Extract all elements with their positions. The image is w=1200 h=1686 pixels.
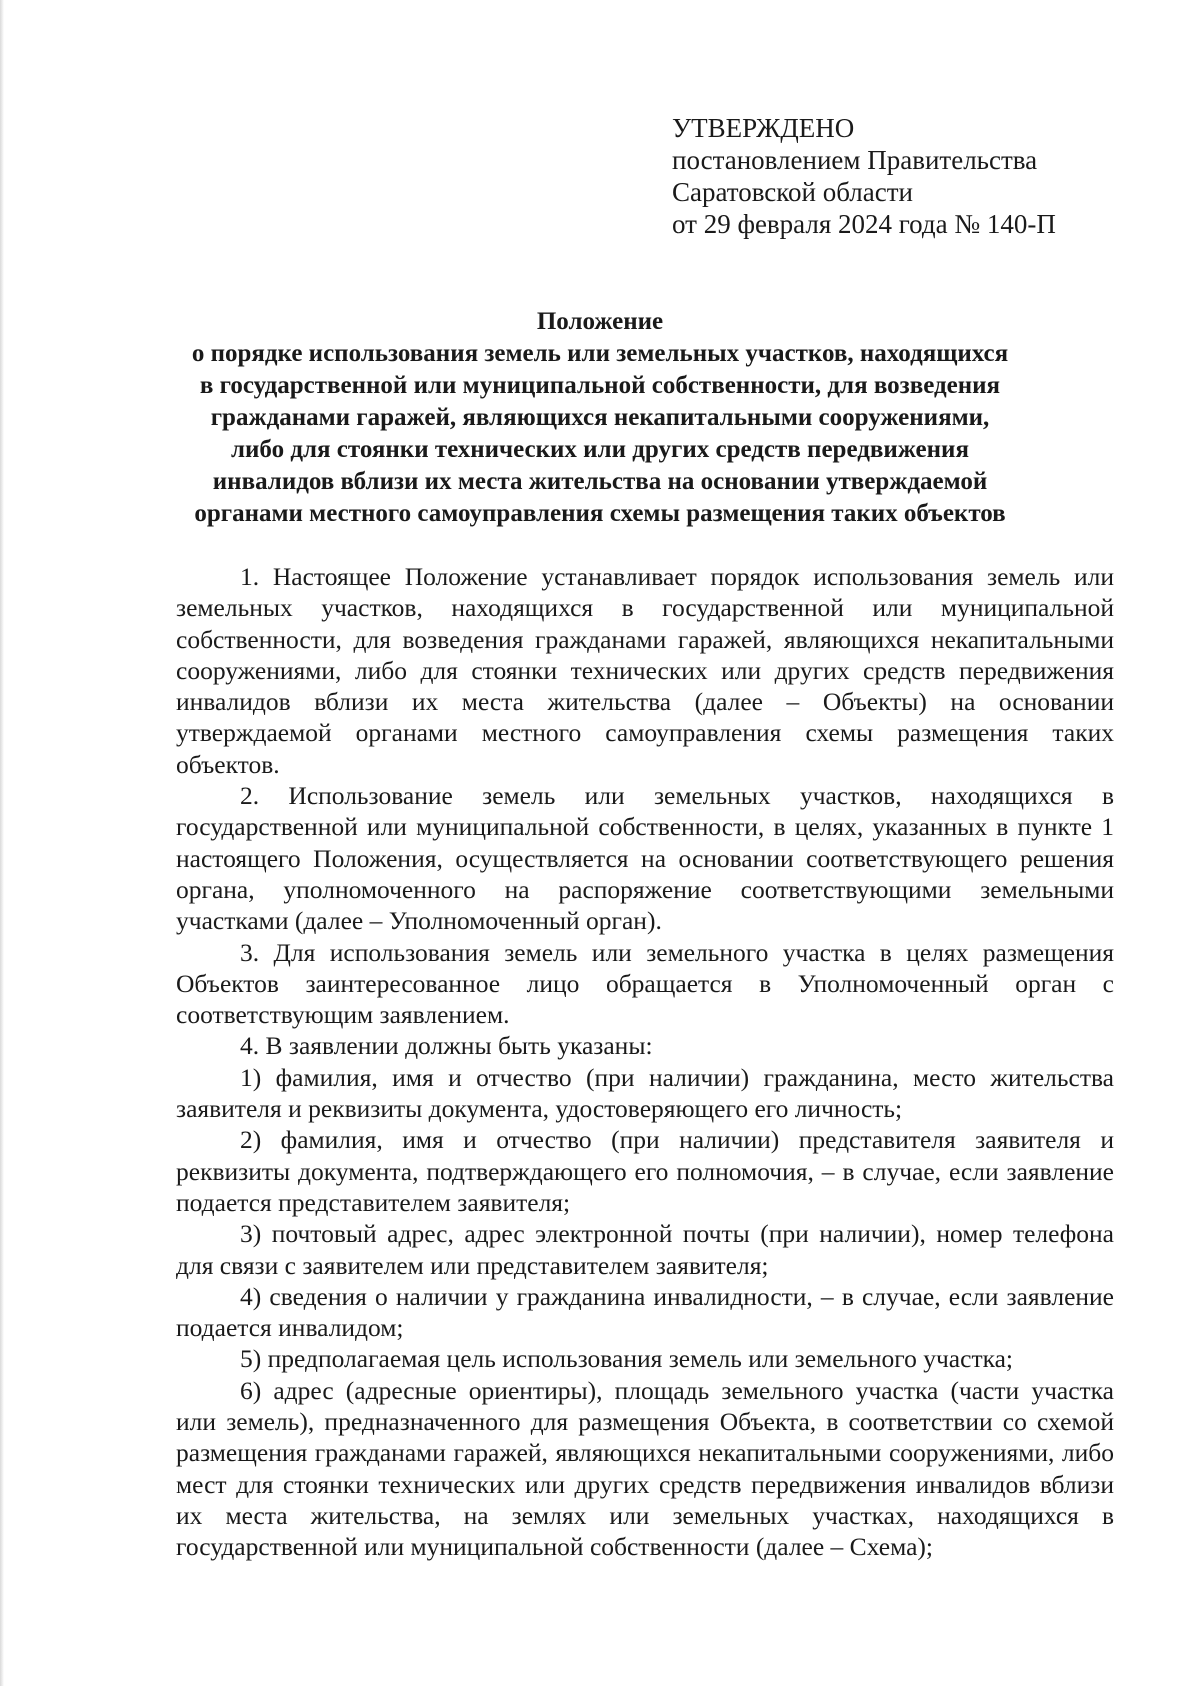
paragraph-2: 2. Использование земель или земельных участков, находящихся в государственной или муниципальной собственности, в целях, указанных в пункте 1 настоящего Положения, осуществляется на основании соответствующего решения органа, уполномоченного на распоряжение соответствующими земельными участками (далее – Уполномоченный орган). [176, 781, 1114, 936]
list-item-2: 2) фамилия, имя и отчество (при наличии) представителя заявителя и реквизиты документа, подтверждающего его полномочия, – в случае, если заявление подается представителем заявителя; [176, 1125, 1114, 1217]
list-item-1: 1) фамилия, имя и отчество (при наличии) гражданина, место жительства заявителя и реквизиты документа, удостоверяющего его личность; [176, 1062, 1114, 1124]
list-item-4: 4) сведения о наличии у гражданина инвалидности, – в случае, если заявление подается инвалидом; [176, 1281, 1114, 1343]
title-line: инвалидов вблизи их места жительства на основании утверждаемой [212, 468, 988, 495]
title-line: органами местного самоуправления схемы размещения таких объектов [194, 500, 1006, 527]
paragraph-4: 4. В заявлении должны быть указаны: [240, 1031, 653, 1061]
scan-edge [0, 0, 4, 1686]
approval-date-number: от 29 февраля 2024 года № 140-П [672, 209, 1056, 239]
title-line: либо для стоянки технических или других средств передвижения [230, 436, 969, 463]
approval-region: Саратовской области [672, 177, 913, 207]
title-heading: Положение [536, 308, 664, 335]
title-line: о порядке использования земель или земельных участков, находящихся [191, 340, 1009, 367]
title-line: гражданами гаражей, являющихся некапитальными сооружениями, [210, 404, 990, 431]
list-item-5: 5) предполагаемая цель использования земель или земельного участка; [240, 1344, 1013, 1374]
list-item-3: 3) почтовый адрес, адрес электронной почты (при наличии), номер телефона для связи с заявителем или представителем заявителя; [176, 1219, 1114, 1280]
approval-stamp-block [672, 112, 1152, 240]
paragraph-1: 1. Настоящее Положение устанавливает порядок использования земель или земельных участков, находящихся в государственной или муниципальной собственности, для возведения гражданами гаражей, являющихся некапитальными сооружениями, либо для стоянки технических или других средств передвижения инвалидов вблизи их места жительства (далее – Объекты) на основании утверждаемой органами местного самоуправления схемы размещения таких объектов. [176, 562, 1114, 779]
paragraph-3: 3. Для использования земель или земельного участка в целях размещения Объектов заинтересованное лицо обращается в Уполномоченный орган с соответствующим заявлением. [176, 937, 1114, 1030]
title-line: в государственной или муниципальной собственности, для возведения [199, 372, 1001, 399]
document-title [120, 306, 1080, 530]
approval-heading: УТВЕРЖДЕНО [672, 113, 855, 143]
approval-issuer: постановлением Правительства [672, 145, 1038, 175]
document-body [176, 561, 1114, 1563]
list-item-6: 6) адрес (адресные ориентиры), площадь земельного участка (части участка или земель), предназначенного для размещения Объекта, в соответствии со схемой размещения гражданами гаражей, являющихся некапитальными сооружениями, либо мест для стоянки технических или других средств передвижения инвалидов вблизи их места жительства, на землях или земельных участках, находящихся в государственной или муниципальной собственности (далее – Схема); [176, 1375, 1114, 1562]
